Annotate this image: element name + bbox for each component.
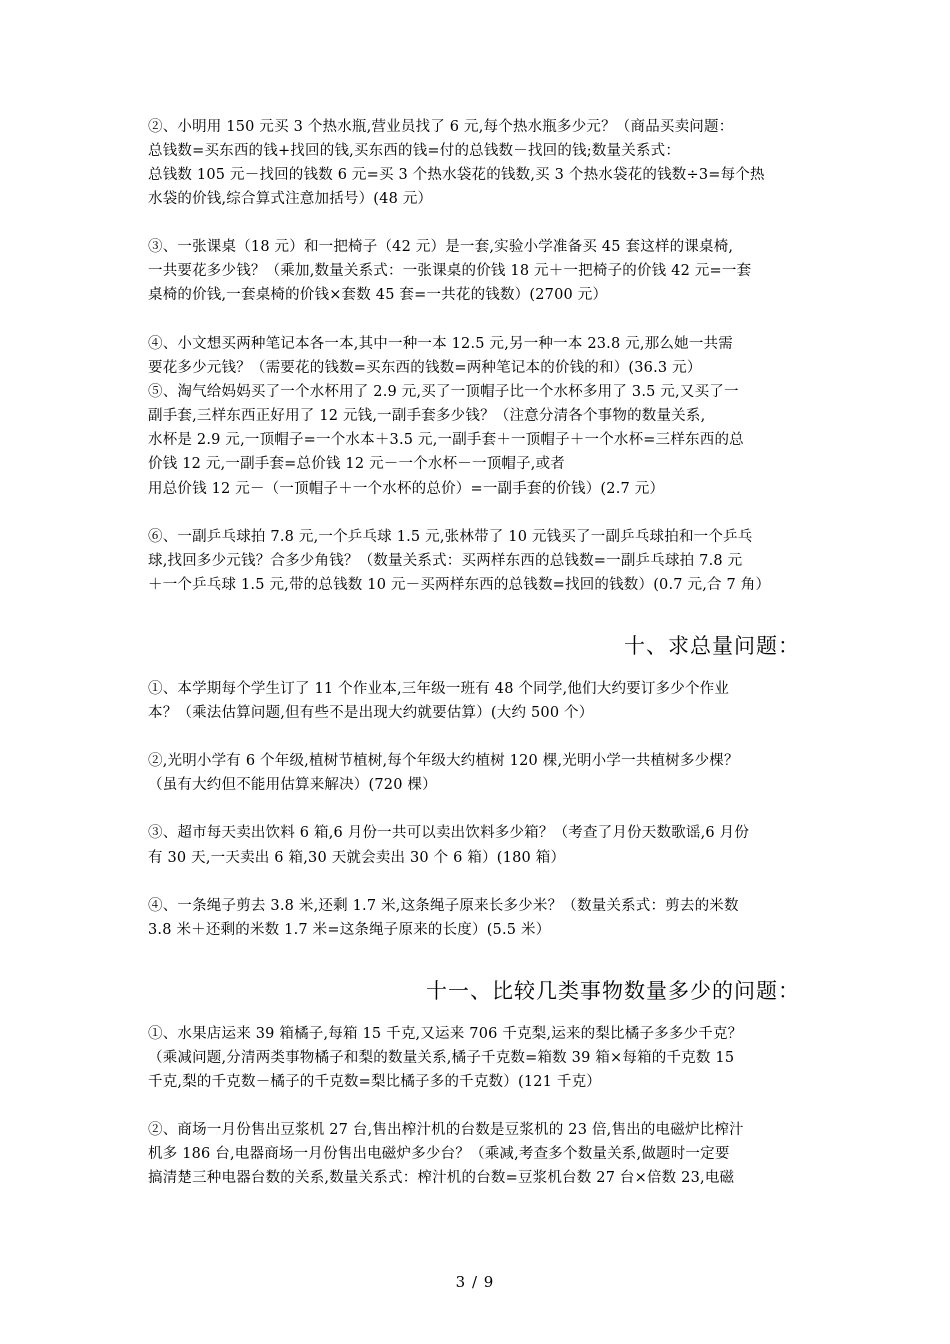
total-problem-2-line-1: ②,光明小学有 6 个年级,植树节植树,每个年级大约植树 120 棵,光明小学一共植树多少棵？	[148, 753, 739, 769]
problem-4-line-1: ④、小文想买两种笔记本各一本,其中一种一本 12.5 元,另一种一本 23.8 元,那么她一共需	[148, 336, 733, 352]
total-problem-4-line-1: ④、一条绳子剪去 3.8 米,还剩 1.7 米,这条绳子原来长多少米？（数量关系式：剪去的米数	[148, 898, 739, 914]
total-problem-4-line-2: 3.8 米＋还剩的米数 1.7 米=这条绳子原来的长度）(5.5 米）	[148, 922, 551, 938]
problem-4-line-2: 要花多少元钱？（需要花的钱数=买东西的钱数=两种笔记本的价钱的和）(36.3 元）	[148, 360, 702, 376]
problem-6-line-3: ＋一个乒乓球 1.5 元,带的总钱数 10 元－买两样东西的总钱数=找回的钱数）(0.7 元,合 7 角）	[148, 577, 771, 593]
problem-3-line-2: 一共要花多少钱？（乘加,数量关系式：一张课桌的价钱 18 元＋一把椅子的价钱 42 元=一套	[148, 263, 752, 279]
total-problem-1-line-1: ①、本学期每个学生订了 11 个作业本,三年级一班有 48 个同学,他们大约要订多少个作业	[148, 681, 730, 697]
section-heading-11: 十一、比较几类事物数量多少的问题：	[426, 979, 800, 1003]
problem-5-line-1: ⑤、淘气给妈妈买了一个水杯用了 2.9 元,买了一顶帽子比一个水杯多用了 3.5 元,又买了一	[148, 384, 739, 400]
compare-problem-1-line-1: ①、水果店运来 39 箱橘子,每箱 15 千克,又运来 706 千克梨,运来的梨比橘子多多少千克？	[148, 1026, 743, 1042]
page-number: 3 / 9	[455, 1273, 495, 1291]
compare-problem-1-line-2: （乘减问题,分清两类事物橘子和梨的数量关系,橘子千克数=箱数 39 箱×每箱的千克数 15	[148, 1050, 735, 1066]
problem-2-line-3: 总钱数 105 元－找回的钱数 6 元=买 3 个热水袋花的钱数,买 3 个热水袋花的钱数÷3=每个热	[148, 167, 765, 183]
total-problem-3-line-2: 有 30 天,一天卖出 6 箱,30 天就会卖出 30 个 6 箱）(180 箱）	[148, 850, 566, 866]
problem-6-line-1: ⑥、一副乒乓球拍 7.8 元,一个乒乓球 1.5 元,张林带了 10 元钱买了一副乒乓球拍和一个乒乓	[148, 529, 753, 545]
problem-2-line-1: ②、小明用 150 元买 3 个热水瓶,营业员找了 6 元,每个热水瓶多少元？（商品买卖问题：	[148, 119, 734, 135]
problem-3-line-1: ③、一张课桌（18 元）和一把椅子（42 元）是一套,实验小学准备买 45 套这样的课桌椅,	[148, 239, 734, 255]
problem-2-line-2: 总钱数=买东西的钱+找回的钱,买东西的钱=付的总钱数－找回的钱;数量关系式：	[148, 143, 681, 159]
problem-2-line-4: 水袋的价钱,综合算式注意加括号）(48 元）	[148, 191, 433, 207]
problem-6-line-2: 球,找回多少元钱？合多少角钱？（数量关系式：买两样东西的总钱数=一副乒乓球拍 7.8 元	[148, 553, 743, 569]
compare-problem-2-line-1: ②、商场一月份售出豆浆机 27 台,售出榨汁机的台数是豆浆机的 23 倍,售出的电磁炉比榨汁	[148, 1122, 744, 1138]
problem-3-line-3: 桌椅的价钱,一套桌椅的价钱×套数 45 套=一共花的钱数）(2700 元）	[148, 287, 608, 303]
problem-5-line-5: 用总价钱 12 元－（一顶帽子＋一个水杯的总价）=一副手套的价钱）(2.7 元）	[148, 481, 665, 497]
compare-problem-2-line-3: 搞清楚三种电器台数的关系,数量关系式：榨汁机的台数=豆浆机台数 27 台×倍数 23,电磁	[148, 1170, 735, 1186]
compare-problem-1-line-3: 千克,梨的千克数－橘子的千克数=梨比橘子多的千克数）(121 千克）	[148, 1074, 601, 1090]
total-problem-3-line-1: ③、超市每天卖出饮料 6 箱,6 月份一共可以卖出饮料多少箱？（考查了月份天数歌谣,6 月份	[148, 825, 750, 841]
problem-5-line-2: 副手套,三样东西正好用了 12 元钱,一副手套多少钱？（注意分清各个事物的数量关系,	[148, 408, 706, 424]
compare-problem-2-line-2: 机多 186 台,电器商场一月份售出电磁炉多少台？（乘减,考查多个数量关系,做题时一定要	[148, 1146, 730, 1162]
problem-5-line-4: 价钱 12 元,一副手套=总价钱 12 元－一个水杯－一顶帽子,或者	[148, 456, 566, 472]
problem-5-line-3: 水杯是 2.9 元,一顶帽子=一个水本＋3.5 元,一副手套＋一顶帽子＋一个水杯=三样东西的总	[148, 432, 744, 448]
section-heading-10: 十、求总量问题：	[624, 634, 800, 658]
total-problem-1-line-2: 本？（乘法估算问题,但有些不是出现大约就要估算）(大约 500 个）	[148, 705, 594, 721]
total-problem-2-line-2: （虽有大约但不能用估算来解决）(720 棵）	[148, 777, 437, 793]
